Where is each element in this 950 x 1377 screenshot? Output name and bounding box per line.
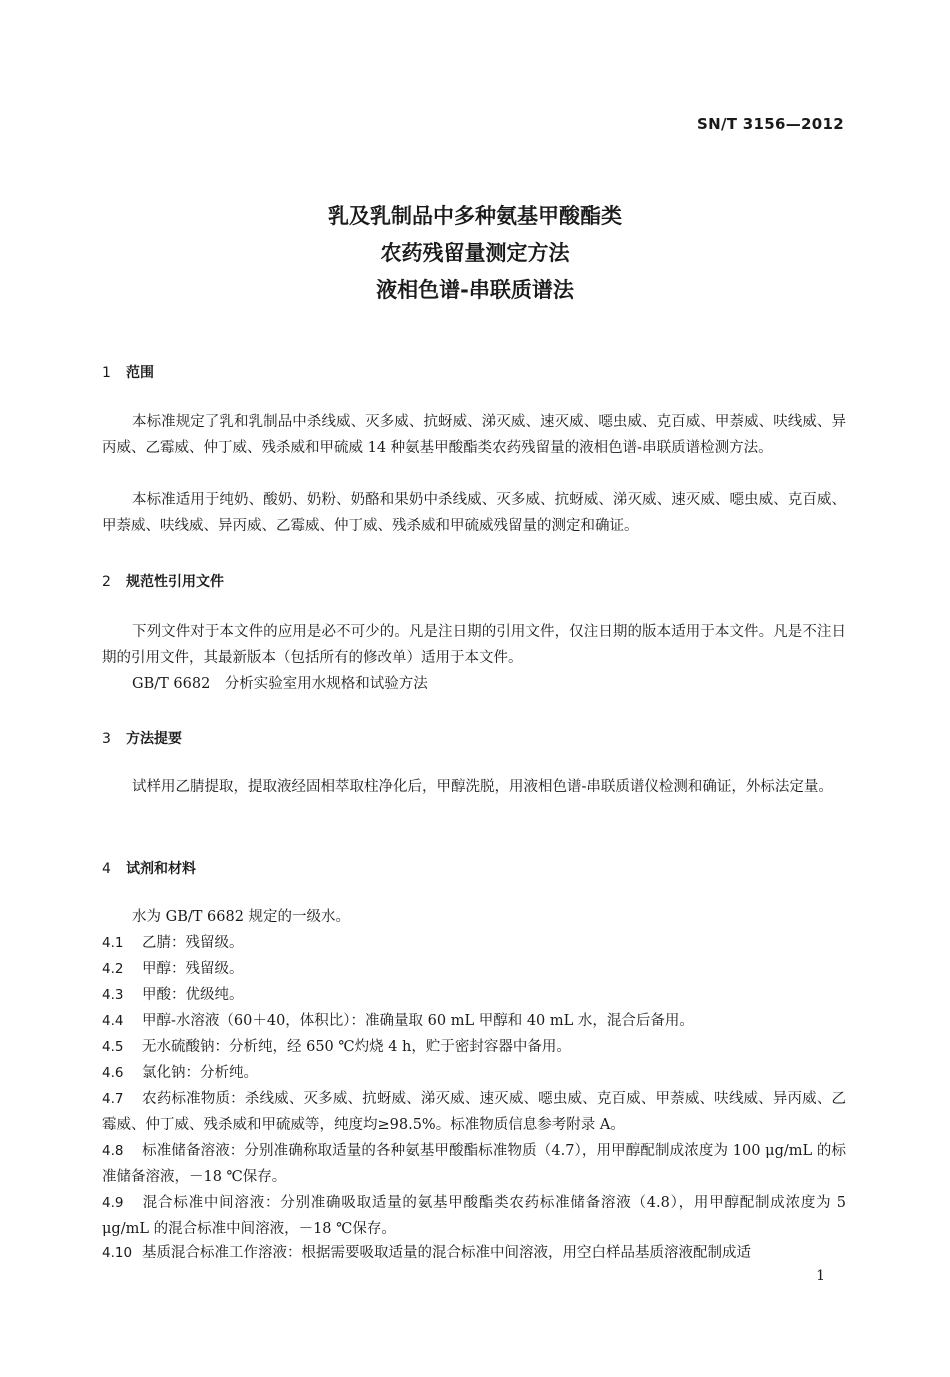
section-3-heading [102,728,182,748]
section-number: 3 [102,731,111,747]
item-text: 甲酸：优级纯。 [142,987,244,1003]
item-text: 无水硫酸钠：分析纯，经 650 ℃灼烧 4 h，贮于密封容器中备用。 [142,1039,571,1055]
item-text: 农药标准物质：杀线威、灭多威、抗蚜威、涕灭威、速灭威、噁虫威、克百威、甲萘威、呋线威、异丙威、乙霉威、仲丁威、残杀威和甲硫威等，纯度均≥98.5%。标准物质信息参考附录 A。 [102,1091,846,1133]
title-line-3: 液相色谱-串联质谱法 [376,278,574,302]
item-number: 4.4 [102,1013,124,1029]
item-number: 4.6 [102,1065,124,1081]
standard-number: SN/T 3156—2012 [697,115,844,133]
item-number: 4.9 [102,1195,124,1211]
list-item [102,1060,846,1086]
section-number: 2 [102,574,111,590]
section-1-paragraph-2: 本标准适用于纯奶、酸奶、奶粉、奶酪和果奶中杀线威、灭多威、抗蚜威、涕灭威、速灭威、噁虫威、克百威、甲萘威、呋线威、异丙威、乙霉威、仲丁威、残杀威和甲硫威残留量的测定和确证。 [102,492,846,534]
section-2-heading [102,571,224,591]
item-number: 4.1 [102,935,124,951]
section-2-paragraph-1: 下列文件对于本文件的应用是必不可少的。凡是注日期的引用文件，仅注日期的版本适用于本文件。凡是不注日期的引用文件，其最新版本（包括所有的修改单）适用于本文件。 [102,624,846,666]
item-text: 基质混合标准工作溶液：根据需要吸取适量的混合标准中间溶液，用空白样品基质溶液配制成适 [142,1245,751,1261]
section-title: 规范性引用文件 [126,574,224,590]
section-number: 4 [102,861,111,877]
item-text: 乙腈：残留级。 [142,935,244,951]
item-text: 甲醇-水溶液（60＋40，体积比）：准确量取 60 mL 甲醇和 40 mL 水，混合后备用。 [142,1013,694,1029]
section-title: 试剂和材料 [126,861,196,877]
section-number: 1 [102,365,111,381]
page-number: 1 [816,1268,825,1284]
item-number: 4.7 [102,1091,124,1107]
section-4-heading [102,858,196,878]
item-number: 4.10 [102,1245,133,1261]
list-item [102,1034,846,1060]
section-title: 方法提要 [126,731,182,747]
normative-reference: GB/T 6682 分析实验室用水规格和试验方法 [132,676,428,692]
list-item [102,930,846,956]
item-number: 4.5 [102,1039,124,1055]
item-text: 甲醇：残留级。 [142,961,244,977]
item-number: 4.2 [102,961,124,977]
item-number: 4.3 [102,987,124,1003]
section-1-heading [102,362,154,382]
title-line-2: 农药残留量测定方法 [380,241,570,265]
list-item [102,1086,846,1138]
list-item [102,1240,846,1266]
list-item [102,1190,846,1242]
item-text: 标准储备溶液：分别准确称取适量的各种氨基甲酸酯标准物质（4.7），用甲醇配制成浓度为 100 μg/mL 的标准储备溶液，－18 ℃保存。 [102,1143,846,1185]
list-item [102,1008,846,1034]
section-1-paragraph-1: 本标准规定了乳和乳制品中杀线威、灭多威、抗蚜威、涕灭威、速灭威、噁虫威、克百威、甲萘威、呋线威、异丙威、乙霉威、仲丁威、残杀威和甲硫威 14 种氨基甲酸酯类农药残留量的液相色谱-串联质谱检测方法。 [102,414,846,456]
item-number: 4.8 [102,1143,124,1159]
item-text: 氯化钠：分析纯。 [142,1065,258,1081]
list-item [102,982,846,1008]
list-item [102,1138,846,1190]
title-line-1: 乳及乳制品中多种氨基甲酸酯类 [328,204,622,228]
section-title: 范围 [126,365,154,381]
section-3-paragraph-1: 试样用乙腈提取，提取液经固相萃取柱净化后，甲醇洗脱，用液相色谱-串联质谱仪检测和确证，外标法定量。 [132,779,833,795]
item-text: 混合标准中间溶液：分别准确吸取适量的氨基甲酸酯类农药标准储备溶液（4.8），用甲醇配制成浓度为 5 μg/mL 的混合标准中间溶液，－18 ℃保存。 [102,1195,846,1237]
list-item [102,956,846,982]
section-4-intro: 水为 GB/T 6682 规定的一级水。 [132,909,351,925]
